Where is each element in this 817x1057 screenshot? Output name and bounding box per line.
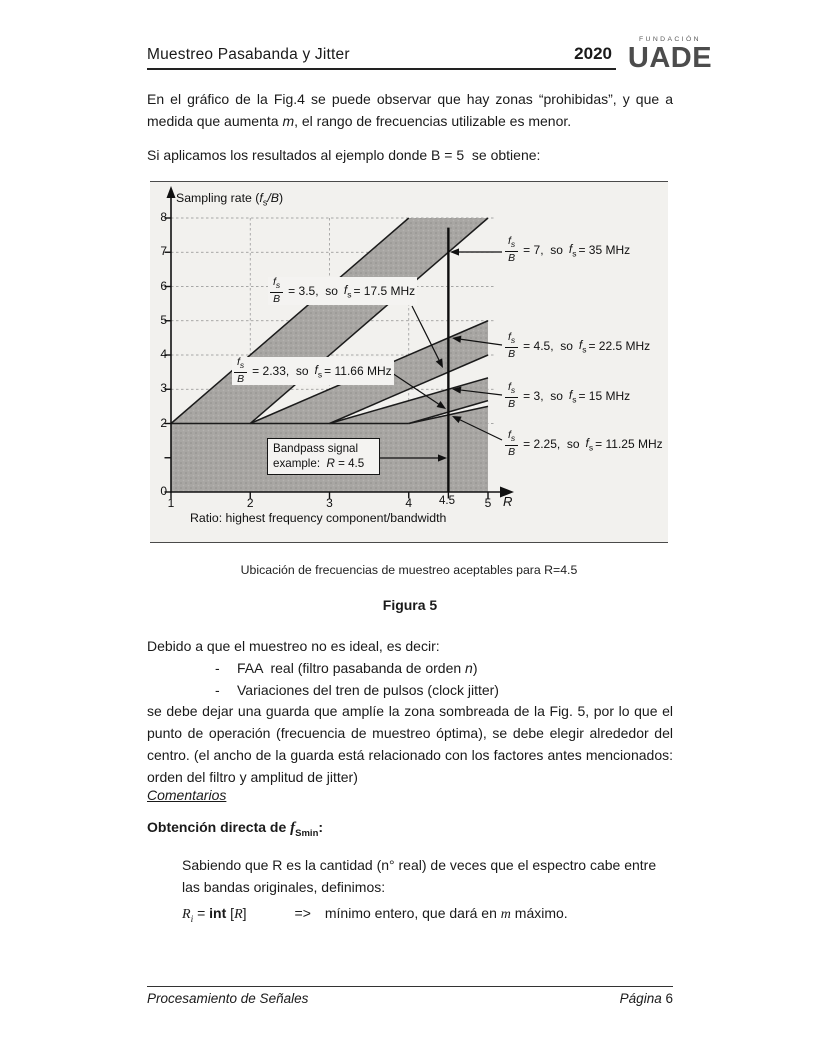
obtencion-heading: Obtención directa de $f_{Smin}$: (147, 819, 324, 839)
tick-label: 2 (246, 496, 254, 510)
tick-label: 3 (326, 496, 333, 510)
tick-label: 5 (484, 496, 492, 510)
annotation-fs-4-5: $\frac{f_s}{B}$ = 4.5, so $f_s$ = 22.5 MHz (505, 332, 650, 360)
var-f: f (290, 820, 296, 836)
var-R: R (182, 907, 191, 922)
x-axis-symbol: R (503, 494, 513, 509)
equation-Ri: $R_i$ = int [R] => mínimo entero, que dará en m máximo. (182, 905, 568, 925)
annotation-fs-3: $\frac{f_s}{B}$ = 3, so $f_s$ = 15 MHz (505, 382, 630, 410)
uade-logo (626, 36, 714, 72)
tick-label: 1 (167, 496, 175, 510)
p3-body: se debe dejar una guarda que amplíe la zona sombreada de la Fig. 5, por lo que el punto de operación (frecuencia de muestreo óptima), se debe elegir alrededor del centro. (el ancho de la guarda está relacionado con los factores antes mencionados: orden del filtro y amplitud de jitter) (147, 703, 673, 785)
var-m: m (282, 112, 295, 129)
x-axis-title: Ratio: highest frequency component/bandwidth (190, 511, 447, 525)
implies-arrow: => (294, 905, 311, 921)
bandpass-example-box (267, 438, 380, 475)
footer-rule (147, 986, 673, 987)
example-box-line1: Bandpass signal (273, 442, 359, 455)
paragraph-intro-text: En el gráfico de la Fig.4 se puede observar que hay zonas “prohibidas”, y que a medida que aumenta (147, 91, 673, 129)
bullet-jitter: - Variaciones del tren de pulsos (clock jitter) (215, 680, 673, 702)
example-tick-label: 4.5 (439, 495, 455, 507)
tick-label: 8 (160, 210, 167, 224)
fs-over-B-fraction: $\frac{f_s}{B}$ (505, 430, 518, 458)
paragraph-intro: En el gráfico de la Fig.4 se puede observar que hay zonas “prohibidas”, y que a medida que aumenta m, el rango de frecuencias utilizable es menor. (147, 91, 673, 129)
header-rule (147, 68, 616, 70)
annotation-fs-2-33: $\frac{f_s}{B}$ = 2.33, so $f_s$ = 11.66 MHz (232, 357, 394, 385)
paragraph-example: Si aplicamos los resultados al ejemplo donde B = 5 se obtiene: (147, 147, 541, 163)
annotation-fs-3-5: $\frac{f_s}{B}$ = 3.5, so $f_s$ = 17.5 MHz (268, 277, 417, 305)
fs-over-B-fraction: $\frac{f_s}{B}$ (234, 357, 247, 385)
bullet-faa: - FAA real (filtro pasabanda de orden n) (215, 658, 673, 680)
bullet-dash: - (215, 681, 220, 698)
p3-intro: Debido a que el muestreo no es ideal, es decir: (147, 638, 440, 654)
header-year: 2020 (574, 44, 612, 63)
logo-fundacion-text: FUNDACIÓN (638, 36, 701, 43)
figure-caption: Ubicación de frecuencias de muestreo aceptables para R=4.5 (240, 563, 578, 577)
tick-label: 5 (160, 312, 167, 327)
footer-course-name: Procesamiento de Señales (147, 991, 309, 1006)
paragraph-sabiendo: Sabiendo que R es la cantidad (n° real) de veces que el espectro cabe entre las bandas originales, definimos: (182, 857, 657, 895)
y-axis-title: Sampling rate $(f_s/B)$ (176, 191, 284, 208)
paragraph-guard-band (147, 636, 673, 789)
var-n: n (465, 659, 473, 676)
annotation-fs-2-25: $\frac{f_s}{B}$ = 2.25, so $f_s$ = 11.25 MHz (505, 430, 663, 458)
tick-label: 6 (160, 278, 167, 293)
int-operator: int (209, 905, 227, 921)
bullet-dash: - (215, 659, 220, 676)
fs-over-B-fraction: $\frac{f_s}{B}$ (505, 236, 518, 264)
example-box-line2: example: R = 4.5 (273, 456, 365, 470)
tick-label: 2 (160, 415, 167, 430)
comentarios-heading: Comentarios (147, 787, 227, 803)
tick-label: 4 (160, 347, 167, 361)
figure-number: Figura 5 (382, 597, 438, 613)
figure-5-chart (150, 181, 668, 543)
annotation-fs-7: $\frac{f_s}{B}$ = 7, so $f_s$ = 35 MHz (505, 236, 630, 264)
page-title: Muestreo Pasabanda y Jitter (147, 46, 350, 63)
tick-label: 3 (160, 381, 167, 396)
fs-over-B-fraction: $\frac{f_s}{B}$ (505, 332, 518, 360)
tick-label: 0 (160, 484, 167, 498)
footer-page-number: Página 6 (619, 991, 673, 1006)
logo-uade-text: UADE (627, 42, 713, 74)
y-axis-arrowhead (167, 186, 176, 198)
fs-over-B-fraction: $\frac{f_s}{B}$ (270, 277, 283, 305)
tick-label: 4 (405, 496, 413, 510)
var-m: m (500, 907, 511, 922)
fs-over-B-fraction: $\frac{f_s}{B}$ (505, 382, 518, 410)
tick-label: 7 (160, 244, 167, 259)
